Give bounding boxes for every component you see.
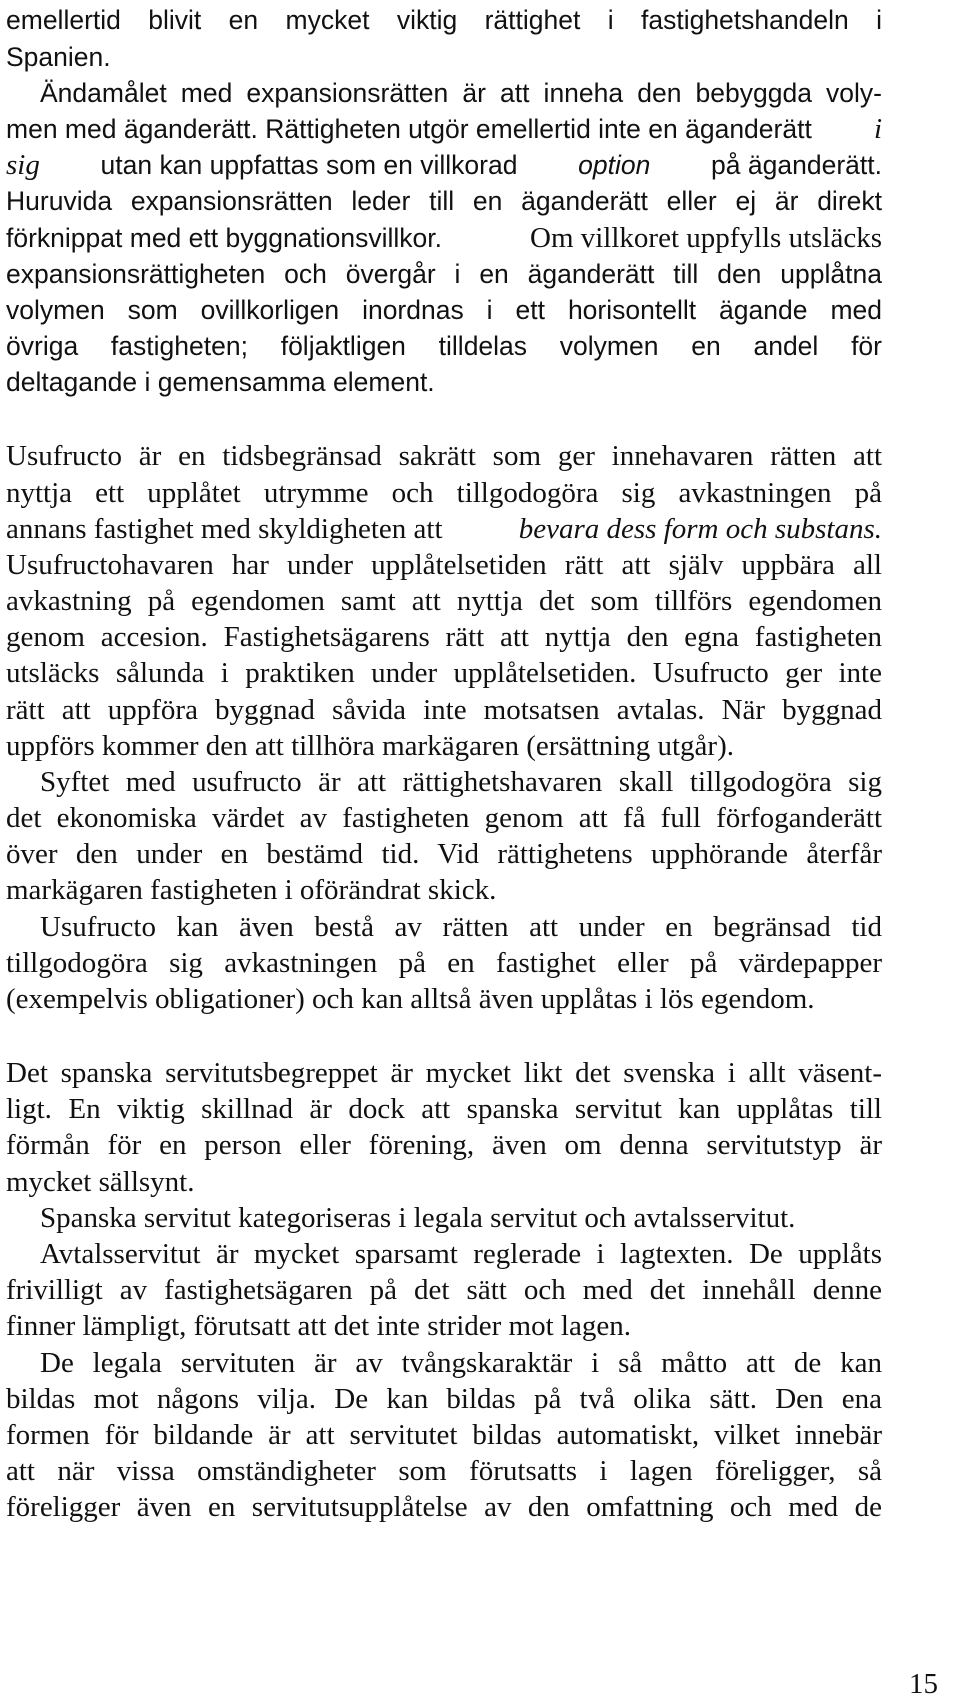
text-line — [6, 218, 882, 258]
text-line: expansionsrättigheten och övergår i en äganderätt till den upplåtna — [6, 259, 882, 289]
text-line: volymen som ovillkorligen inordnas i ett horisontellt ägande med — [6, 295, 882, 325]
text-segment: utan kan uppfattas som en villkorad — [100, 150, 518, 180]
text-line: utsläcks sålunda i praktiken under upplåtelsetiden. Usufructo ger inte — [6, 657, 882, 689]
text-segment-italic: sig — [6, 149, 40, 181]
text-line: Huruvida expansionsrätten leder till en äganderätt eller ej är direkt — [6, 186, 882, 216]
text-line: ligt. En viktig skillnad är dock att spanska servitut kan upplåtas till — [6, 1093, 882, 1125]
text-line: bildas mot någons vilja. De kan bildas på två olika sätt. Den ena — [6, 1383, 882, 1415]
text-line: Spanien. — [6, 42, 111, 72]
text-line: Usufructo kan även bestå av rätten att under en begränsad tid — [40, 911, 882, 943]
text-line: det ekonomiska värdet av fastigheten genom att få full förfoganderätt — [6, 802, 882, 834]
text-line: (exempelvis obligationer) och kan alltså även upplåtas i lös egendom. — [6, 983, 815, 1015]
text-segment: men med äganderätt. Rättigheten utgör emellertid inte en äganderätt — [6, 114, 812, 144]
text-line: Syftet med usufructo är att rättighetshavaren skall tillgodogöra sig — [40, 766, 882, 798]
text-line: Avtalsservitut är mycket sparsamt reglerade i lagtexten. De upplåts — [40, 1238, 882, 1270]
text-line: emellertid blivit en mycket viktig rättighet i fastighetshandeln i — [6, 5, 882, 35]
text-line: markägaren fastigheten i oförändrat skick. — [6, 874, 497, 906]
text-segment-italic: option — [578, 150, 651, 180]
text-segment: annans fastighet med skyldigheten att — [6, 513, 443, 545]
text-line: De legala servituten är av tvångskaraktär i så måtto att de kan — [40, 1347, 882, 1379]
text-line: Det spanska servitutsbegreppet är mycket likt det svenska i allt väsent- — [6, 1057, 882, 1089]
text-line: föreligger även en servitutsupplåtelse av den omfattning och med de — [6, 1491, 882, 1523]
text-line: förmån för en person eller förening, även om denna servitutstyp är — [6, 1129, 882, 1161]
text-segment-italic: i — [873, 113, 882, 145]
text-line: formen för bildande är att servitutet bildas automatiskt, vilket innebär — [6, 1419, 882, 1451]
text-line — [6, 145, 882, 185]
text-line: frivilligt av fastighetsägaren på det sätt och med det innehåll denne — [6, 1274, 882, 1306]
text-line — [6, 509, 882, 549]
text-line: mycket sällsynt. — [6, 1166, 195, 1198]
text-line: Ändamålet med expansionsrätten är att inneha den bebyggda voly- — [40, 78, 882, 108]
text-line: att när vissa omständigheter som förutsatts i lagen föreligger, så — [6, 1455, 882, 1487]
text-line: nyttja ett upplåtet utrymme och tillgodogöra sig avkastningen på — [6, 477, 882, 509]
text-line: Spanska servitut kategoriseras i legala servitut och avtalsservitut. — [40, 1202, 796, 1234]
text-segment-italic: bevara dess form och substans. — [518, 513, 882, 545]
text-line: finner lämpligt, förutsatt att det inte strider mot lagen. — [6, 1310, 631, 1342]
text-segment: Om villkoret uppfylls utsläcks — [530, 222, 882, 254]
text-line: Usufructohavaren har under upplåtelsetiden rätt att själv uppbära all — [6, 549, 882, 581]
text-segment: förknippat med ett byggnationsvillkor. — [6, 223, 443, 253]
text-line: uppförs kommer den att tillhöra markägaren (ersättning utgår). — [6, 730, 734, 762]
text-line: genom accesion. Fastighetsägarens rätt att nyttja den egna fastigheten — [6, 621, 882, 653]
page-number: 15 — [909, 1668, 938, 1700]
text-line: rätt att uppföra byggnad såvida inte motsatsen avtalas. När byggnad — [6, 694, 882, 726]
text-line: deltagande i gemensamma element. — [6, 367, 435, 397]
text-line: Usufructo är en tidsbegränsad sakrätt som ger innehavaren rätten att — [6, 440, 882, 472]
text-segment: på äganderätt. — [711, 150, 882, 180]
text-line — [6, 109, 882, 149]
text-line: tillgodogöra sig avkastningen på en fastighet eller på värdepapper — [6, 947, 882, 979]
text-line: avkastning på egendomen samt att nyttja det som tillförs egendomen — [6, 585, 882, 617]
text-line: övriga fastigheten; följaktligen tilldelas volymen en andel för — [6, 331, 882, 361]
text-line: över den under en bestämd tid. Vid rättighetens upphörande återfår — [6, 838, 882, 870]
